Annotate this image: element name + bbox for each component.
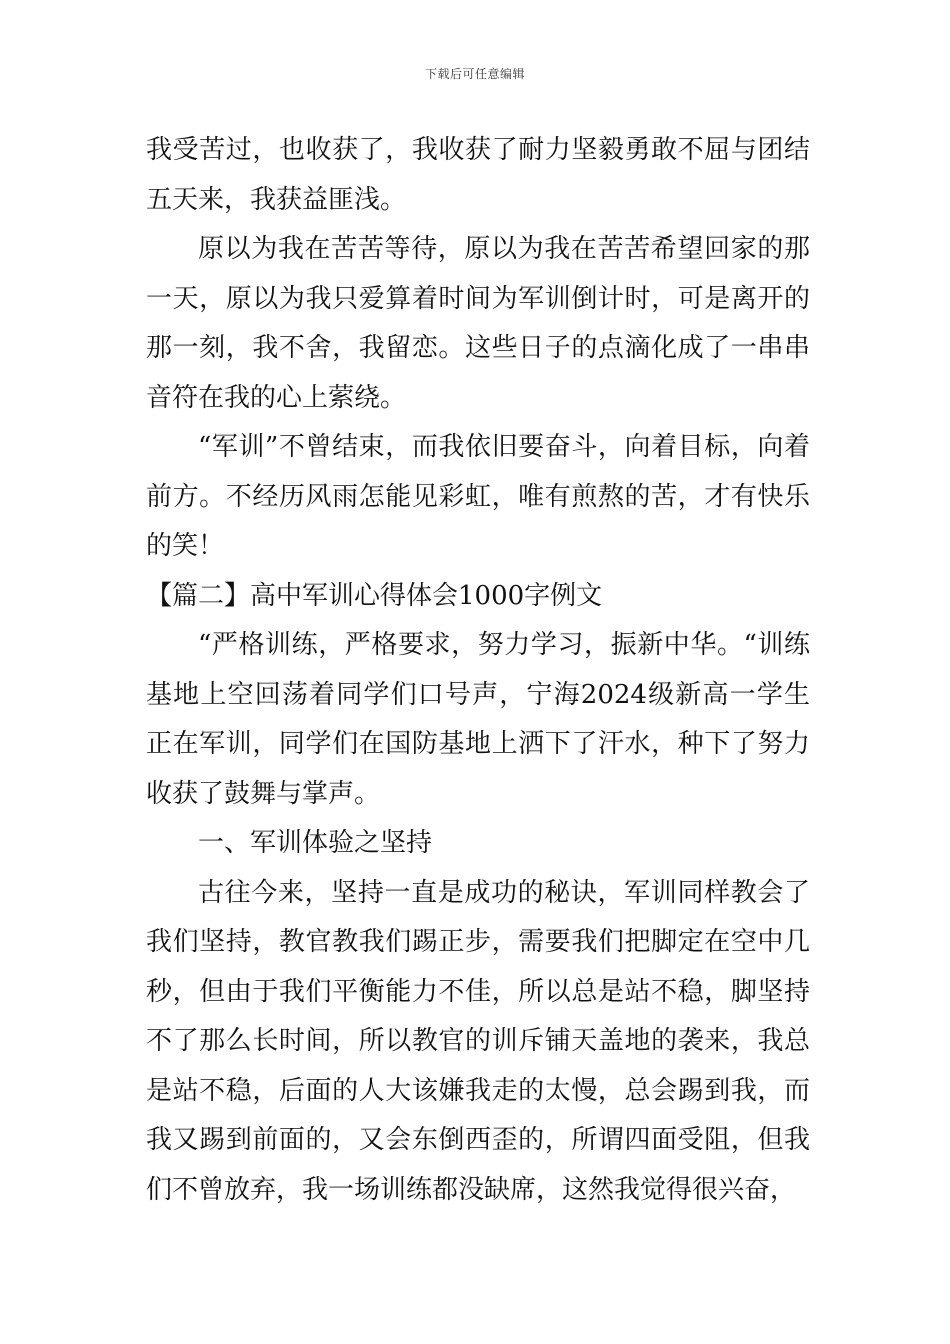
subheading-persistence: 一、军训体验之坚持: [198, 828, 433, 858]
page-header: 下载后可任意编辑: [424, 67, 525, 81]
paragraph-2: 原以为我在苦苦等待，原以为我在苦苦希望回家的那一天，原以为我只爱算着时间为军训倒计时，可是离开的那一刻，我不舍，我留恋。这些日子的点滴化成了一串串音符在我的心上萦绕。: [146, 234, 810, 413]
paragraph-3: “军训”不曾结束，而我依旧要奋斗，向着目标，向着前方。不经历风雨怎能见彩虹，唯有煎熬的苦，才有快乐的笑！: [146, 432, 810, 561]
paragraph-5: 古往今来，坚持一直是成功的秘诀，军训同样教会了我们坚持，教官教我们踢正步，需要我们把脚定在空中几秒，但由于我们平衡能力不佳，所以总是站不稳，脚坚持不了那么长时间，所以教官的训斥铺天盖地的袭来，我总是站不稳，后面的人大该嫌我走的太慢，总会踢到我，而我又踢到前面的，又会东倒西歪的，所谓四面受阻，但我们不曾放弃，我一场训练都没缺席，这然我觉得很兴奋，: [146, 877, 810, 1205]
document-body: [146, 126, 810, 1215]
paragraph-1: 我受苦过，也收获了，我收获了耐力坚毅勇敢不屈与团结五天来，我获益匪浅。: [146, 135, 810, 215]
section-heading: 【篇二】高中军训心得体会1000字例文: [146, 580, 603, 611]
paragraph-4: “严格训练，严格要求，努力学习，振新中华。“训练基地上空回荡着同学们口号声，宁海2024级新高一学生正在军训，同学们在国防基地上洒下了汗水，种下了努力收获了鼓舞与掌声。: [146, 630, 810, 809]
